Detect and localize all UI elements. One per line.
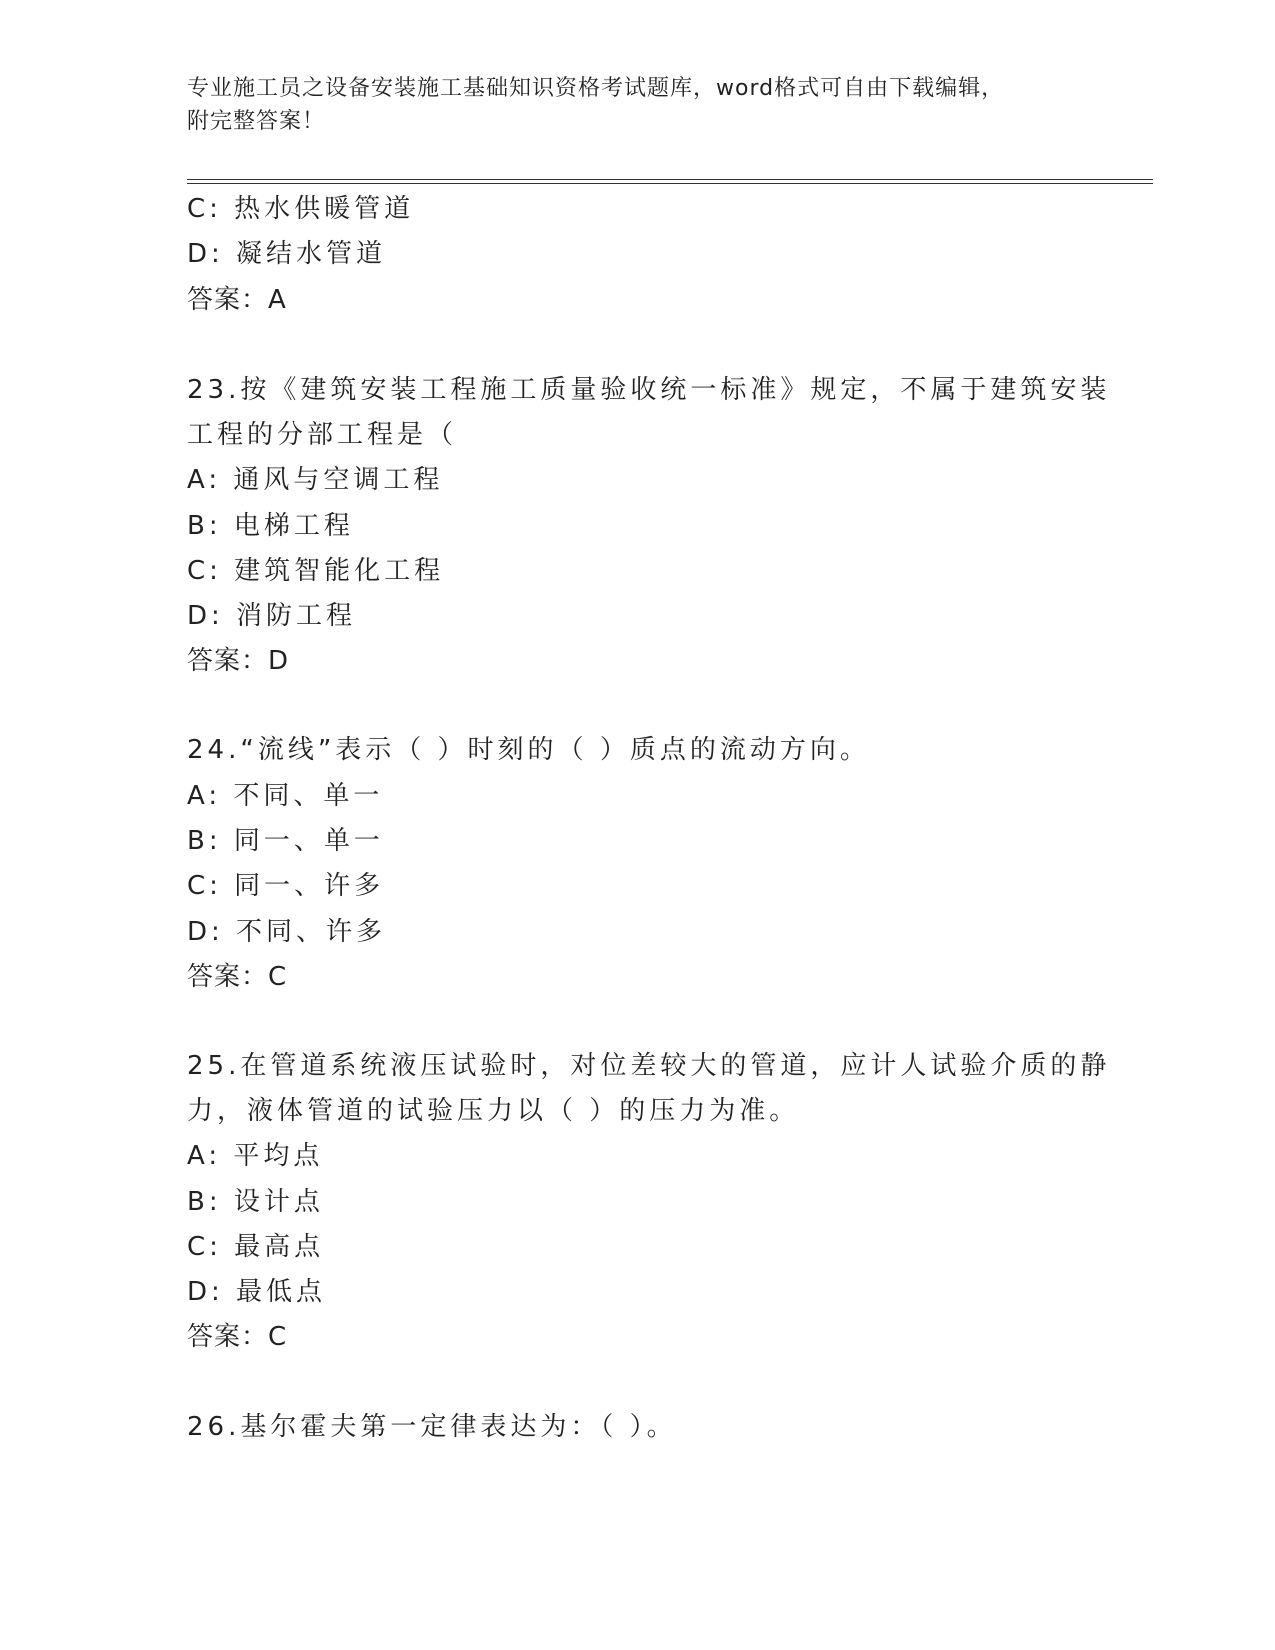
q26-stem-line-1: 26.基尔霍夫第一定律表达为：（ ）。 — [187, 1412, 677, 1442]
header-divider-top — [187, 179, 1153, 180]
q22-option-c: C: 热水供暖管道 — [187, 194, 415, 224]
q24-answer: 答案：C — [187, 962, 288, 992]
q22-answer: 答案：A — [187, 285, 287, 315]
q23-stem-line-1: 23.按《建筑安装工程施工质量验收统一标准》规定，不属于建筑安装 — [187, 375, 1111, 405]
q24-option-b: B: 同一、单一 — [187, 826, 384, 856]
q25-stem-line-1: 25.在管道系统液压试验时，对位差较大的管道，应计人试验介质的静 — [187, 1051, 1111, 1081]
document-header — [187, 72, 1067, 138]
q23-stem-line-2: 工程的分部工程是（ — [187, 420, 458, 450]
header-line-2: 附完整答案！ — [187, 109, 326, 134]
q25-option-a: A: 平均点 — [187, 1141, 324, 1171]
q25-option-b: B: 设计点 — [187, 1187, 324, 1217]
q23-option-c: C: 建筑智能化工程 — [187, 556, 445, 586]
q23-option-d: D: 消防工程 — [187, 601, 357, 631]
q25-answer: 答案：C — [187, 1322, 288, 1352]
header-divider-bottom — [187, 183, 1153, 184]
q25-option-d: D: 最低点 — [187, 1277, 327, 1307]
q24-option-a: A: 不同、单一 — [187, 781, 384, 811]
q24-stem-line-1: 24.“流线”表示（ ）时刻的（ ）质点的流动方向。 — [187, 735, 870, 765]
q25-stem-line-2: 力，液体管道的试验压力以（ ）的压力为准。 — [187, 1096, 800, 1126]
q25-option-c: C: 最高点 — [187, 1232, 325, 1262]
header-line-1: 专业施工员之设备安装施工基础知识资格考试题库，word格式可自由下载编辑， — [187, 76, 1005, 101]
q24-option-c: C: 同一、许多 — [187, 871, 385, 901]
q22-option-d: D: 凝结水管道 — [187, 239, 387, 269]
q24-option-d: D: 不同、许多 — [187, 917, 387, 947]
q23-option-b: B: 电梯工程 — [187, 511, 354, 541]
q23-answer: 答案：D — [187, 646, 290, 676]
q23-option-a: A: 通风与空调工程 — [187, 465, 444, 495]
